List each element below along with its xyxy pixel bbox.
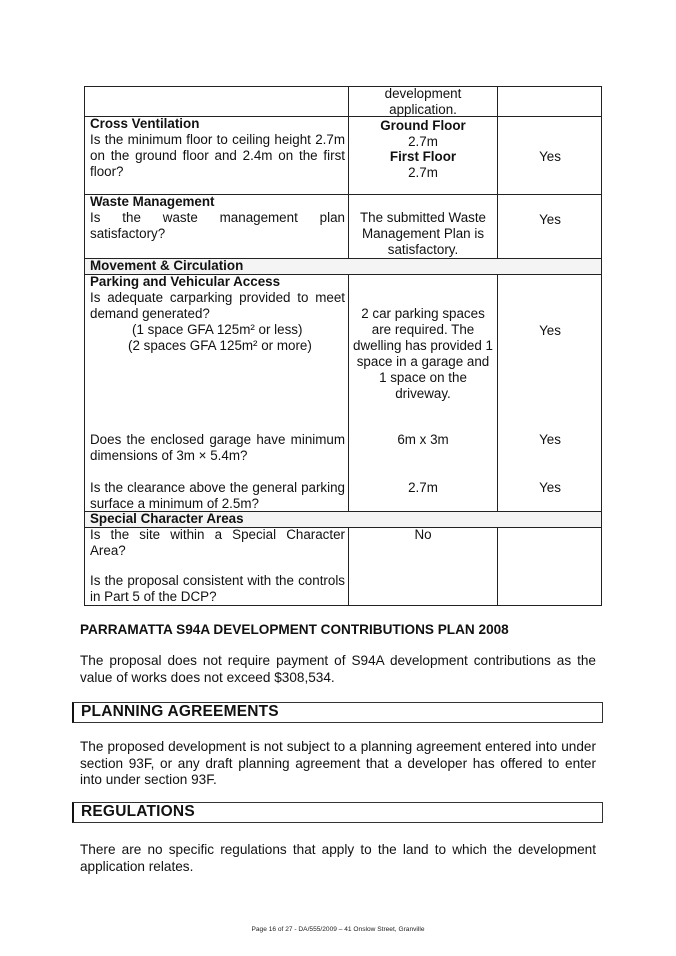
contributions-text: The proposal does not require payment of S94A development contributions as the value of works does not exceed $308,534.	[80, 653, 596, 685]
page-footer: Page 16 of 27 - DA/555/2009 – 41 Onslow Street, Granville	[251, 926, 425, 933]
table-border	[497, 86, 498, 258]
contributions-heading: PARRAMATTA S94A DEVELOPMENT CONTRIBUTIONS PLAN 2008	[80, 622, 509, 637]
table-border	[84, 86, 85, 606]
parking-heading: Parking and Vehicular Access	[90, 274, 281, 289]
parking-question: Is adequate carparking provided to meet demand generated?	[90, 290, 345, 321]
special-section-heading: Special Character Areas	[90, 511, 244, 526]
table-border	[348, 274, 349, 511]
table-border	[497, 274, 498, 511]
first-floor-value: 2.7m	[408, 165, 438, 180]
garage-question: Does the enclosed garage have minimum dimensions of 3m × 5.4m?	[90, 432, 345, 463]
table-border	[348, 527, 349, 606]
movement-section-heading: Movement & Circulation	[90, 258, 244, 273]
clearance-complies: Yes	[539, 480, 561, 495]
continued-compliance: development application.	[384, 86, 462, 117]
special-question-1: Is the site within a Special Character Area?	[90, 527, 345, 558]
parking-complies: Yes	[539, 323, 561, 338]
cross-ventilation-heading: Cross Ventilation	[90, 116, 200, 131]
clearance-question: Is the clearance above the general parking surface a minimum of 2.5m?	[90, 480, 345, 511]
garage-compliance: 6m x 3m	[397, 432, 449, 447]
clearance-compliance: 2.7m	[408, 480, 438, 495]
waste-management-compliance: The submitted Waste Management Plan is satisfactory.	[359, 210, 487, 257]
table-border	[84, 86, 602, 87]
parking-compliance: 2 car parking spaces are required. The dwelling has provided 1 space in a garage and 1 space on the driveway.	[353, 306, 493, 401]
planning-agreements-text: The proposed development is not subject to a planning agreement entered into under section 93F, or any draft planning agreement that a developer has offered to enter into under section 93F.	[80, 739, 596, 787]
cross-ventilation-question: Is the minimum floor to ceiling height 2.7m on the ground floor and 2.4m on the first floor?	[90, 132, 345, 179]
garage-complies: Yes	[539, 432, 561, 447]
table-border	[497, 527, 498, 606]
table-border	[348, 86, 349, 258]
regulations-heading: REGULATIONS	[81, 803, 195, 820]
first-floor-label: First Floor	[389, 149, 457, 164]
cross-ventilation-complies: Yes	[539, 149, 561, 164]
ground-floor-value: 2.7m	[408, 134, 438, 149]
waste-management-heading: Waste Management	[90, 194, 215, 209]
parking-rate-1: (1 space GFA 125m² or less)	[132, 322, 303, 337]
regulations-heading-box	[72, 802, 603, 823]
table-border	[84, 605, 602, 606]
compliance-table	[84, 86, 602, 606]
ground-floor-label: Ground Floor	[380, 118, 466, 133]
special-question-2: Is the proposal consistent with the controls in Part 5 of the DCP?	[90, 573, 345, 604]
regulations-text: There are no specific regulations that apply to the land to which the development application relates.	[80, 842, 596, 874]
special-compliance-1: No	[414, 527, 432, 542]
waste-management-complies: Yes	[539, 212, 561, 227]
planning-agreements-heading-box	[72, 702, 603, 723]
parking-rate-2: (2 spaces GFA 125m² or more)	[128, 338, 312, 353]
waste-management-question: Is the waste management plan satisfactory?	[90, 210, 345, 241]
planning-agreements-heading: PLANNING AGREEMENTS	[81, 703, 279, 720]
